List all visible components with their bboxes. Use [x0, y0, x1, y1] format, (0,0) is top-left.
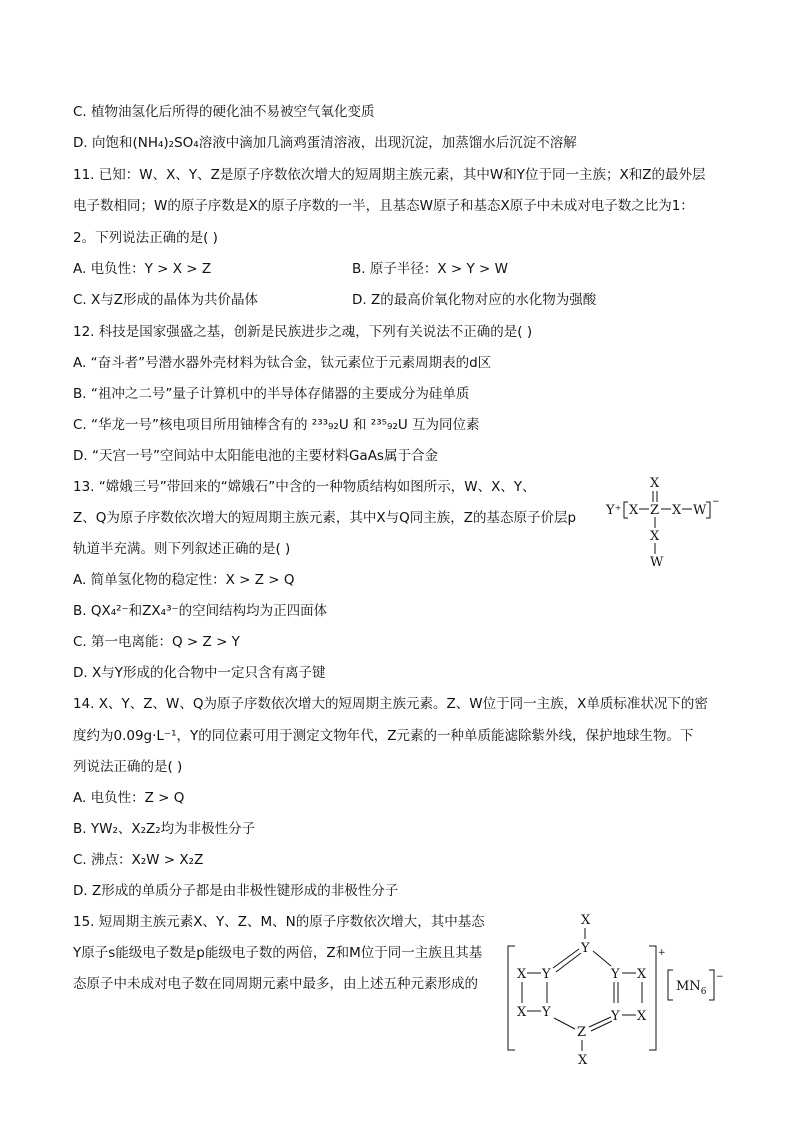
fig15-cation-charge: + [658, 948, 666, 958]
fig15-anion-charge: − [716, 972, 724, 982]
fig13-charge: − [712, 497, 720, 507]
fig15-y-right-down: Y [611, 1009, 620, 1024]
fig15-x-right-down: X [637, 1009, 647, 1024]
q14-stem-line3: 列说法正确的是( ) [73, 759, 183, 775]
fig13-bottom-x: X [650, 529, 660, 544]
fig15-anion-right-bracket [709, 970, 714, 1000]
q12-option-d: D. “天宫一号”空间站中太阳能电池的主要材料GaAs属于合金 [73, 448, 438, 464]
q15-stem-line1: 15. 短周期主族元素X、Y、Z、M、N的原子序数依次增大，其中基态 [73, 914, 485, 930]
q13-option-b: B. QX₄²⁻和ZX₄³⁻的空间结构均为正四面体 [73, 603, 328, 619]
fig13-left-x: X [629, 503, 639, 518]
fig15-y-right-up: Y [611, 967, 620, 982]
q13-stem-line1: 13. “嫦娥三号”带回来的“嫦娥石”中含的一种物质结构如图所示，W、X、Y、 [73, 479, 536, 495]
fig15-x-right-up: X [637, 967, 647, 982]
q14-option-d: D. Z形成的单质分子都是由非极性键形成的非极性分子 [73, 883, 399, 899]
fig15-bond-top-right [593, 951, 611, 966]
q14-option-a: A. 电负性：Z > Q [73, 790, 185, 806]
q11-stem-line3: 2。下列说法正确的是( ) [73, 230, 218, 246]
q11-option-b: B. 原子半径：X > Y > W [352, 261, 508, 277]
q14-option-c: C. 沸点：X₂W > X₂Z [73, 852, 204, 868]
fig13-left-bracket [624, 502, 628, 518]
q14-option-b: B. YW₂、X₂Z₂均为非极性分子 [73, 821, 256, 837]
q13-structure-figure [600, 474, 730, 570]
q13-stem-line3: 轨道半充满。则下列叙述正确的是( ) [73, 541, 291, 557]
q15-stem-line2: Y原子s能级电子数是p能级电子数的两倍，Z和M位于同一主族且其基 [73, 945, 483, 961]
q12-stem: 12. 科技是国家强盛之基，创新是民族进步之魂，下列有关说法不正确的是( ) [73, 324, 533, 340]
q15-stem-line3: 态原子中未成对电子数在同周期元素中最多，由上述五种元素形成的 [73, 976, 478, 992]
fig15-right-bracket [649, 946, 656, 1050]
q12-option-a: A. “奋斗者”号潜水器外壳材料为钛合金，钛元素位于元素周期表的d区 [73, 355, 492, 371]
fig15-z-bottom: Z [577, 1025, 587, 1040]
q12-option-b: B. “祖冲之二号”量子计算机中的半导体存储器的主要成分为硅单质 [73, 386, 470, 402]
fig15-top-x: X [581, 913, 591, 928]
fig15-bond-y-z [554, 1018, 575, 1029]
fig13-right-x: X [672, 503, 682, 518]
fig15-y-left-up: Y [542, 967, 551, 982]
fig15-anion: $MN_6$ [676, 979, 707, 997]
fig15-x-left-up: X [517, 967, 527, 982]
fig15-y-left-down: Y [542, 1005, 551, 1020]
fig15-double-a [553, 949, 579, 968]
fig13-bottom-w: W [650, 555, 664, 570]
fig13-right-w: W [693, 503, 707, 518]
q11-option-d: D. Z的最高价氧化物对应的水化物为强酸 [352, 292, 597, 308]
q10-option-c: C. 植物油氢化后所得的硬化油不易被空气氧化变质 [73, 104, 375, 120]
q11-stem-line1: 11. 已知：W、X、Y、Z是原子序数依次增大的短周期主族元素，其中W和Y位于同一主族；X和Z的最外层 [73, 167, 706, 183]
q11-stem-line2: 电子数相同；W的原子序数是X的原子序数的一半，且基态W原子和基态X原子中未成对电子数之比为1： [73, 198, 694, 214]
q13-option-d: D. X与Y形成的化合物中一定只含有离子键 [73, 665, 326, 681]
q12-option-c: C. “华龙一号”核电项目所用铀棒含有的 ²³³₉₂U 和 ²³⁵₉₂U 互为同位素 [73, 417, 480, 433]
q14-stem-line1: 14. X、Y、Z、W、Q为原子序数依次增大的短周期主族元素。Z、W位于同一主族，X单质标准状况下的密 [73, 696, 708, 712]
q13-stem-line2: Z、Q为原子序数依次增大的短周期主族元素，其中X与Q同主族，Z的基态原子价层p [73, 510, 577, 526]
fig13-top-x: X [650, 476, 660, 491]
fig13-cation: Y⁺ [606, 503, 622, 518]
fig15-anion-left-bracket [668, 970, 673, 1000]
fig15-bond-z-y-a [589, 1017, 611, 1027]
q14-stem-line2: 度约为0.09g·L⁻¹，Y的同位素可用于测定文物年代，Z元素的一种单质能滤除紫外线，保护地球生物。下 [73, 728, 694, 744]
fig15-y-top: Y [581, 941, 590, 956]
q13-option-c: C. 第一电离能：Q > Z > Y [73, 634, 240, 650]
q10-option-d: D. 向饱和(NH₄)₂SO₄溶液中滴加几滴鸡蛋清溶液，出现沉淀，加蒸馏水后沉淀不溶解 [73, 135, 577, 151]
fig13-center-z: Z [650, 503, 660, 518]
fig13-right-bracket [706, 502, 710, 518]
q15-structure-figure [505, 908, 730, 1070]
q11-option-a: A. 电负性：Y > X > Z [73, 261, 212, 277]
fig15-bond-z-y-b [591, 1021, 612, 1031]
fig15-left-bracket [508, 946, 515, 1050]
q11-option-c: C. X与Z形成的晶体为共价晶体 [73, 292, 259, 308]
fig15-bottom-x: X [578, 1053, 588, 1068]
fig15-x-left-down: X [517, 1005, 527, 1020]
q13-option-a: A. 简单氢化物的稳定性：X > Z > Q [73, 572, 295, 588]
